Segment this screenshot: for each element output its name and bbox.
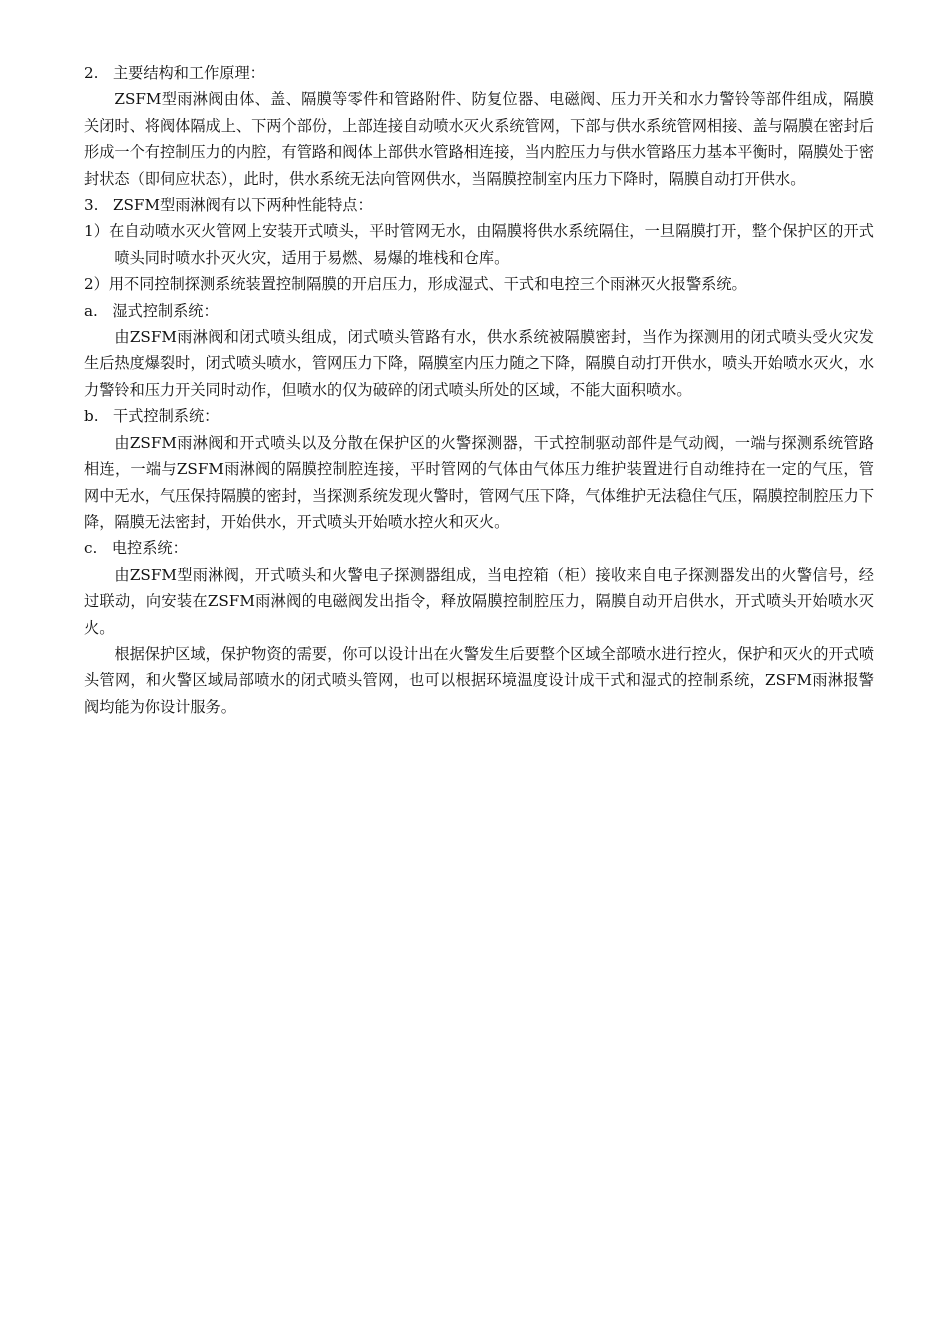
dry-control-heading: b. 干式控制系统： [84,407,220,426]
closing-paragraph: 根据保护区域，保护物资的需要，你可以设计出在火警发生后要整个区域全部喷水进行控火，保护和灭火的开式喷头管网，和火警区域局部喷水的闭式喷头管网，也可以根据环境温度设计成干式和湿式的控制系统，ZSFM雨淋报警阀均能为你设计服务。 [84,644,874,716]
wet-control-heading: a. 湿式控制系统： [84,301,219,320]
feature-item-1: 1）在自动喷水灭火管网上安装开式喷头，平时管网无水，由隔膜将供水系统隔住，一旦隔膜打开，整个保护区的开式喷头同时喷水扑灭火灾，适用于易燃、易爆的堆栈和仓库。 [84,222,874,267]
wet-control-paragraph: 由ZSFM雨淋阀和闭式喷头组成，闭式喷头管路有水，供水系统被隔膜密封，当作为探测用的闭式喷头受火灾发生后热度爆裂时，闭式喷头喷水，管网压力下降，隔膜室内压力随之下降，隔膜自动打开供水，喷头开始喷水灭火，水力警铃和压力开关同时动作，但喷水的仅为破碎的闭式喷头所处的区域，不能大面积喷水。 [84,328,874,399]
document-page [84,60,874,720]
feature-item-2: 2）用不同控制探测系统装置控制隔膜的开启压力，形成湿式、干式和电控三个雨淋灭火报警系统。 [84,275,747,294]
section-2-paragraph: ZSFM型雨淋阀由体、盖、隔膜等零件和管路附件、防复位器、电磁阀、压力开关和水力警铃等部件组成，隔膜关闭时、将阀体隔成上、下两个部份，上部连接自动喷水灭火系统管网，下部与供水系统管网相接、盖与隔膜在密封后形成一个有控制压力的内腔，有管路和阀体上部供水管路相连接，当内腔压力与供水管路压力基本平衡时，隔膜处于密封状态（即伺应状态），此时，供水系统无法向管网供水，当隔膜控制室内压力下降时，隔膜自动打开供水。 [84,90,874,188]
dry-control-paragraph: 由ZSFM雨淋阀和开式喷头以及分散在保护区的火警探测器，干式控制驱动部件是气动阀，一端与探测系统管路相连，一端与ZSFM雨淋阀的隔膜控制腔连接，平时管网的气体由气体压力维护装置进行自动维持在一定的气压，管网中无水，气压保持隔膜的密封，当探测系统发现火警时，管网气压下降，气体维护无法稳住气压，隔膜控制腔压力下降，隔膜无法密封，开始供水，开式喷头开始喷水控火和灭火。 [84,433,874,531]
section-2-heading: 2. 主要结构和工作原理： [84,64,265,82]
electric-control-heading: c. 电控系统： [84,539,188,558]
section-3-heading: 3. ZSFM型雨淋阀有以下两种性能特点： [84,196,373,215]
electric-control-paragraph: 由ZSFM型雨淋阀，开式喷头和火警电子探测器组成，当电控箱（柜）接收来自电子探测器发出的火警信号，经过联动，向安装在ZSFM雨淋阀的电磁阀发出指令，释放隔膜控制腔压力，隔膜自动开启供水，开式喷头开始喷水灭火。 [84,565,874,637]
